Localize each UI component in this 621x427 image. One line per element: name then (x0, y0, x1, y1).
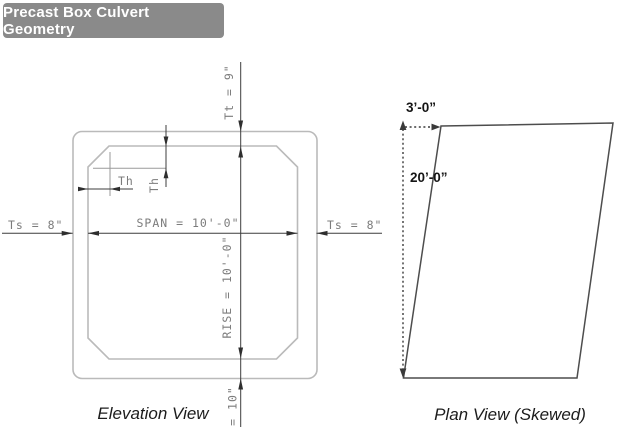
arrowhead-th-horizontal-left (78, 187, 88, 192)
plan-view (400, 100, 613, 424)
ts-left-dimension-label: Ts = 8" (8, 218, 64, 232)
arrowhead-th-vertical-top (164, 137, 169, 147)
th-vertical-label: Th (147, 177, 161, 193)
tb-dimension-label: = 10" (225, 386, 240, 426)
arrowhead-length-bottom (400, 369, 407, 379)
elevation-view (2, 62, 382, 427)
arrowhead-span-left (88, 231, 99, 236)
arrowhead-tt-top (238, 121, 243, 132)
skewed-culvert-outline (404, 123, 614, 378)
tt-dimension-label: Tt = 9" (222, 64, 236, 120)
arrowhead-rise-bottom (238, 348, 243, 359)
section-title: Precast Box Culvert Geometry (3, 3, 150, 38)
rise-dimension-label: RISE = 10'-0" (220, 235, 234, 339)
elevation-view-caption: Elevation View (97, 404, 209, 423)
th-horizontal-label: Th (118, 174, 134, 188)
arrowhead-th-vertical-bottom (164, 168, 169, 178)
arrowhead-tt-bottom (238, 147, 243, 158)
arrowhead-length-top (400, 121, 407, 131)
arrowhead-ts-right (317, 231, 328, 236)
length-label: 20’-0” (410, 170, 448, 185)
plan-view-caption: Plan View (Skewed) (434, 405, 586, 424)
arrowhead-skew-right (432, 124, 441, 131)
arrowhead-span-right (287, 231, 298, 236)
span-dimension-label: SPAN = 10'-0" (136, 216, 240, 230)
skew-offset-label: 3’-0” (405, 100, 437, 115)
ts-right-dimension-label: Ts = 8" (327, 218, 383, 232)
